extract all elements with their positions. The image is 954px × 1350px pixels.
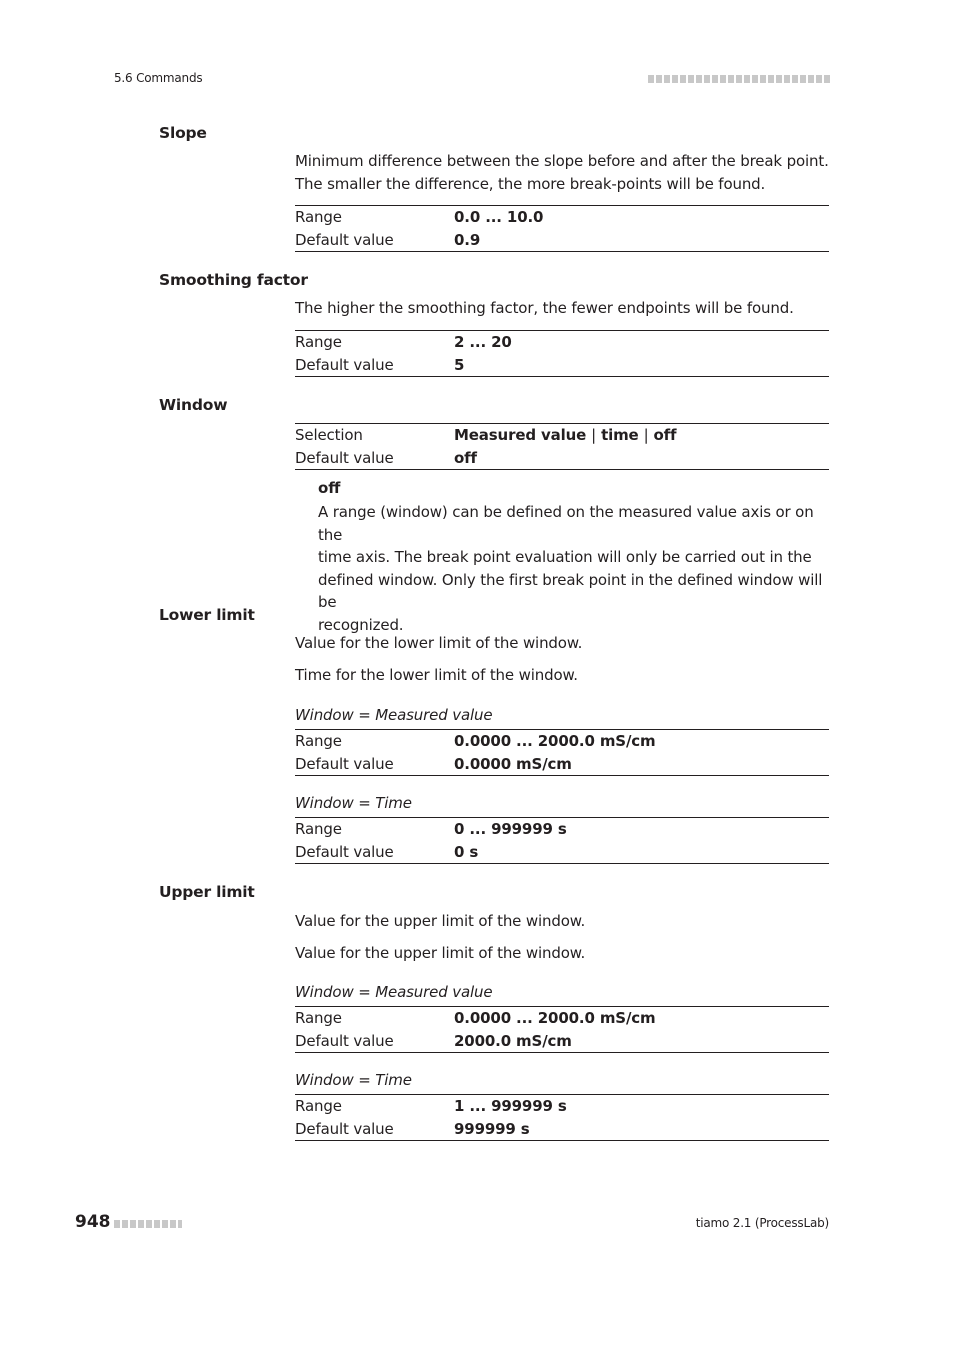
lower-limit-mv-table bbox=[295, 729, 829, 776]
lower-limit-heading: Lower limit bbox=[159, 606, 255, 624]
range-value: 1 ... 999999 s bbox=[454, 1097, 567, 1115]
table-row bbox=[295, 229, 829, 252]
selection-label: Selection bbox=[295, 426, 363, 444]
upper-limit-time-table bbox=[295, 1094, 829, 1141]
smoothing-description: The higher the smoothing factor, the fewer endpoints will be found. bbox=[295, 299, 794, 317]
running-header: 5.6 Commands bbox=[114, 71, 203, 85]
option-separator: | bbox=[643, 426, 649, 444]
table-row bbox=[295, 730, 829, 753]
table-row bbox=[295, 354, 829, 377]
default-label: Default value bbox=[295, 1119, 394, 1138]
smoothing-table bbox=[295, 330, 829, 377]
range-value: 0.0 ... 10.0 bbox=[454, 208, 544, 226]
table-row bbox=[295, 424, 829, 447]
slope-description bbox=[295, 150, 835, 195]
range-label: Range bbox=[295, 1009, 342, 1027]
option-measured-value: Measured value bbox=[454, 426, 587, 444]
window-heading: Window bbox=[159, 396, 228, 414]
lower-limit-time-caption: Window = Time bbox=[295, 794, 412, 812]
page-number: 948 bbox=[75, 1212, 111, 1232]
table-row bbox=[295, 818, 829, 841]
default-value: 0.9 bbox=[454, 230, 481, 249]
default-value: 5 bbox=[454, 355, 465, 374]
upper-limit-desc-value: Value for the upper limit of the window. bbox=[295, 912, 586, 930]
range-value: 0.0000 ... 2000.0 mS/cm bbox=[454, 732, 656, 750]
slope-heading: Slope bbox=[159, 124, 207, 142]
off-desc-line: defined window. Only the first break point in the defined window will be bbox=[318, 570, 823, 611]
table-row bbox=[295, 1030, 829, 1053]
default-value: 0.0000 mS/cm bbox=[454, 754, 572, 773]
lower-limit-mv-caption: Window = Measured value bbox=[295, 706, 493, 724]
header-decoration bbox=[648, 75, 830, 83]
table-row bbox=[295, 331, 829, 354]
default-value: off bbox=[454, 448, 477, 467]
lower-limit-time-table bbox=[295, 817, 829, 864]
default-label: Default value bbox=[295, 448, 394, 467]
slope-desc-line: The smaller the difference, the more break-points will be found. bbox=[295, 174, 766, 193]
upper-limit-mv-caption: Window = Measured value bbox=[295, 983, 493, 1001]
slope-table bbox=[295, 205, 829, 252]
footer-product: tiamo 2.1 (ProcessLab) bbox=[695, 1216, 829, 1230]
range-value: 2 ... 20 bbox=[454, 333, 512, 351]
off-option-heading: off bbox=[318, 479, 341, 497]
table-row bbox=[295, 753, 829, 776]
table-row bbox=[295, 1118, 829, 1141]
table-row bbox=[295, 447, 829, 470]
default-label: Default value bbox=[295, 842, 394, 861]
default-label: Default value bbox=[295, 355, 394, 374]
table-row bbox=[295, 206, 829, 229]
off-desc-line: time axis. The break point evaluation will only be carried out in the bbox=[318, 548, 812, 566]
upper-limit-desc-time: Value for the upper limit of the window. bbox=[295, 944, 586, 962]
default-label: Default value bbox=[295, 754, 394, 773]
default-label: Default value bbox=[295, 1031, 394, 1050]
range-label: Range bbox=[295, 208, 342, 226]
option-time: time bbox=[601, 426, 639, 444]
option-separator: | bbox=[591, 426, 597, 444]
upper-limit-time-caption: Window = Time bbox=[295, 1071, 412, 1089]
range-label: Range bbox=[295, 1097, 342, 1115]
off-option-description bbox=[318, 501, 833, 636]
table-row bbox=[295, 1095, 829, 1118]
lower-limit-desc-time: Time for the lower limit of the window. bbox=[295, 666, 578, 684]
default-value: 999999 s bbox=[454, 1119, 530, 1138]
option-off: off bbox=[653, 426, 677, 444]
upper-limit-mv-table bbox=[295, 1006, 829, 1053]
default-label: Default value bbox=[295, 230, 394, 249]
smoothing-heading: Smoothing factor bbox=[159, 271, 308, 289]
off-desc-line: recognized. bbox=[318, 615, 404, 634]
footer-decoration bbox=[114, 1220, 182, 1228]
lower-limit-desc-value: Value for the lower limit of the window. bbox=[295, 634, 583, 652]
off-desc-line: A range (window) can be defined on the measured value axis or on the bbox=[318, 503, 814, 544]
default-value: 2000.0 mS/cm bbox=[454, 1031, 572, 1050]
table-row bbox=[295, 1007, 829, 1030]
window-table bbox=[295, 423, 829, 470]
range-label: Range bbox=[295, 333, 342, 351]
selection-values bbox=[454, 424, 676, 447]
upper-limit-heading: Upper limit bbox=[159, 883, 255, 901]
range-value: 0.0000 ... 2000.0 mS/cm bbox=[454, 1009, 656, 1027]
range-value: 0 ... 999999 s bbox=[454, 820, 567, 838]
range-label: Range bbox=[295, 732, 342, 750]
table-row bbox=[295, 841, 829, 864]
default-value: 0 s bbox=[454, 842, 479, 861]
slope-desc-line: Minimum difference between the slope before and after the break point. bbox=[295, 152, 829, 170]
range-label: Range bbox=[295, 820, 342, 838]
